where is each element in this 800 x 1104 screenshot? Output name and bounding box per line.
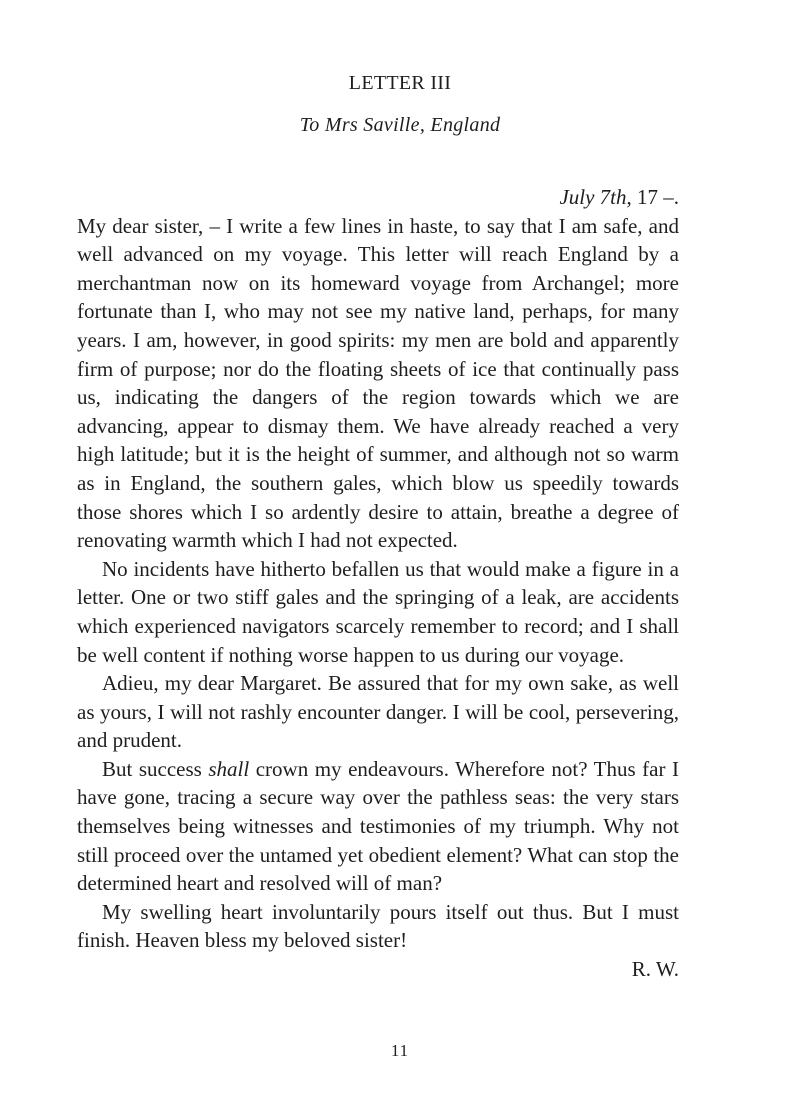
paragraph-5: My swelling heart involuntarily pours itself out thus. But I must finish. Heaven bless my beloved sister! xyxy=(77,899,679,953)
paragraph-2: No incidents have hitherto befallen us that would make a figure in a letter. One or two stiff gales and the springing of a leak, are accidents which experienced navigators scarcely remember to record; and I shall be well content if nothing worse happen to us during our voyage. xyxy=(77,556,679,667)
paragraph-3: Adieu, my dear Margaret. Be assured that for my own sake, as well as yours, I will not rashly encounter danger. I will be cool, persevering, and prudent. xyxy=(77,671,679,753)
date-rest: , 17 –. xyxy=(626,185,679,209)
signature: R. W. xyxy=(631,957,679,982)
letter-dateline xyxy=(77,183,679,212)
paragraph-4 xyxy=(77,755,679,898)
date-italic: July 7th xyxy=(559,185,627,209)
paragraph-4-emphasis: shall xyxy=(208,756,250,781)
page-number: 11 xyxy=(390,1041,410,1060)
paragraph-4-end: crown my endeavours. Wherefore not? Thus far I have gone, tracing a secure way over the pathless seas: the very stars themselves being witnesses and testimonies of my triumph. Why not still proceed over the untamed yet obedient element? What can stop the determined heart and resolved will of man? xyxy=(77,756,679,896)
paragraph-4-start: But success xyxy=(102,756,209,781)
letter-body xyxy=(77,183,679,984)
letter-recipient: To Mrs Saville, England xyxy=(299,114,501,136)
letter-title: LETTER III xyxy=(348,72,452,94)
paragraph-1: My dear sister, – I write a few lines in haste, to say that I am safe, and well advanced on my voyage. This letter will reach England by a merchantman now on its homeward voyage from Archangel; more fortunate than I, who may not see my native land, perhaps, for many years. I am, however, in good spirits: my men are bold and apparently firm of purpose; nor do the floating sheets of ice that continually pass us, indicating the dangers of the region towards which we are advancing, appear to dismay them. We have already reached a very high latitude; but it is the height of summer, and although not so warm as in England, the southern gales, which blow us speedily towards those shores which I so ardently desire to attain, breathe a degree of renovating warmth which I had not expected. xyxy=(77,213,679,553)
